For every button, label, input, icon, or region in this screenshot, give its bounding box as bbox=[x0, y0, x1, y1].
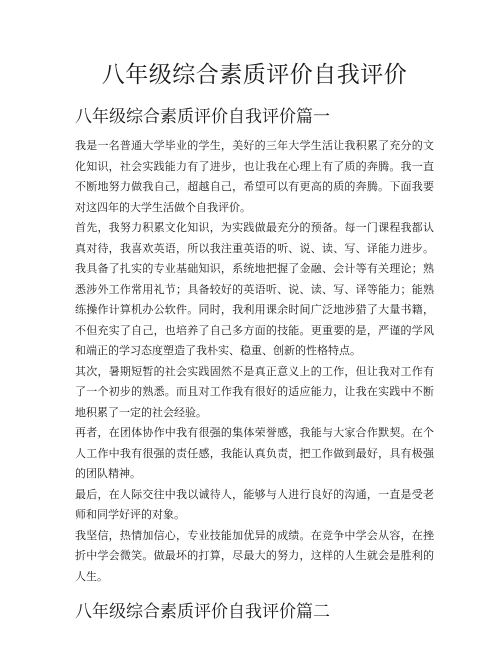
paragraph-conclusion: 我坚信，热情加信心，专业技能加优异的成绩。在竞争中学会从容，在挫折中学会微笑。做最坏的打算，尽最大的努力，这样的人生就会是胜利的人生。 bbox=[75, 528, 434, 583]
paragraph-intro: 我是一名普通大学毕业的学生，美好的三年大学生活让我积累了充分的文化知识，社会实践能力有了进步，也让我在心理上有了质的奔腾。我一直不断地努力做我自己，超越自己，希望可以有更高的质的奔腾。下面我要对这四年的大学生活做个自我评价。 bbox=[75, 139, 434, 214]
paragraph-knowledge: 首先，我努力积累文化知识，为实践做最充分的预备。每一门课程我都认真对待，我喜欢英语，所以我注重英语的听、说、读、写、译能力进步。我具备了扎实的专业基础知识，系统地把握了金融、会计等有关理论；熟悉涉外工作常用礼节；具备较好的英语听、说、读、写、译等能力；能熟练操作计算机办公软件。同时，我利用课余时间广泛地涉猎了大量书籍，不但充实了自己，也培养了自己多方面的技能。更重要的是，严谨的学风和端正的学习态度塑造了我朴实、稳重、创新的性格特点。 bbox=[75, 221, 434, 357]
document-title: 八年级综合素质评价自我评价 bbox=[101, 62, 408, 88]
section-heading-1: 八年级综合素质评价自我评价篇一 bbox=[75, 107, 330, 127]
paragraph-teamwork: 再者，在团体协作中我有很强的集体荣誉感，我能与大家合作默契。在个人工作中我有很强的责任感，我能认真负责，把工作做到最好，具有极强的团队精神。 bbox=[75, 426, 434, 480]
section-heading-2: 八年级综合素质评价自我评价篇二 bbox=[75, 602, 330, 622]
paragraph-interpersonal: 最后，在人际交往中我以诚待人，能够与人进行良好的沟通，一直是受老师和同学好评的对象。 bbox=[75, 487, 434, 521]
paragraph-practice: 其次，暑期短暂的社会实践固然不是真正意义上的工作，但让我对工作有了一个初步的熟悉。而且对工作我有很好的适应能力，让我在实践中不断地积累了一定的社会经验。 bbox=[75, 364, 434, 419]
